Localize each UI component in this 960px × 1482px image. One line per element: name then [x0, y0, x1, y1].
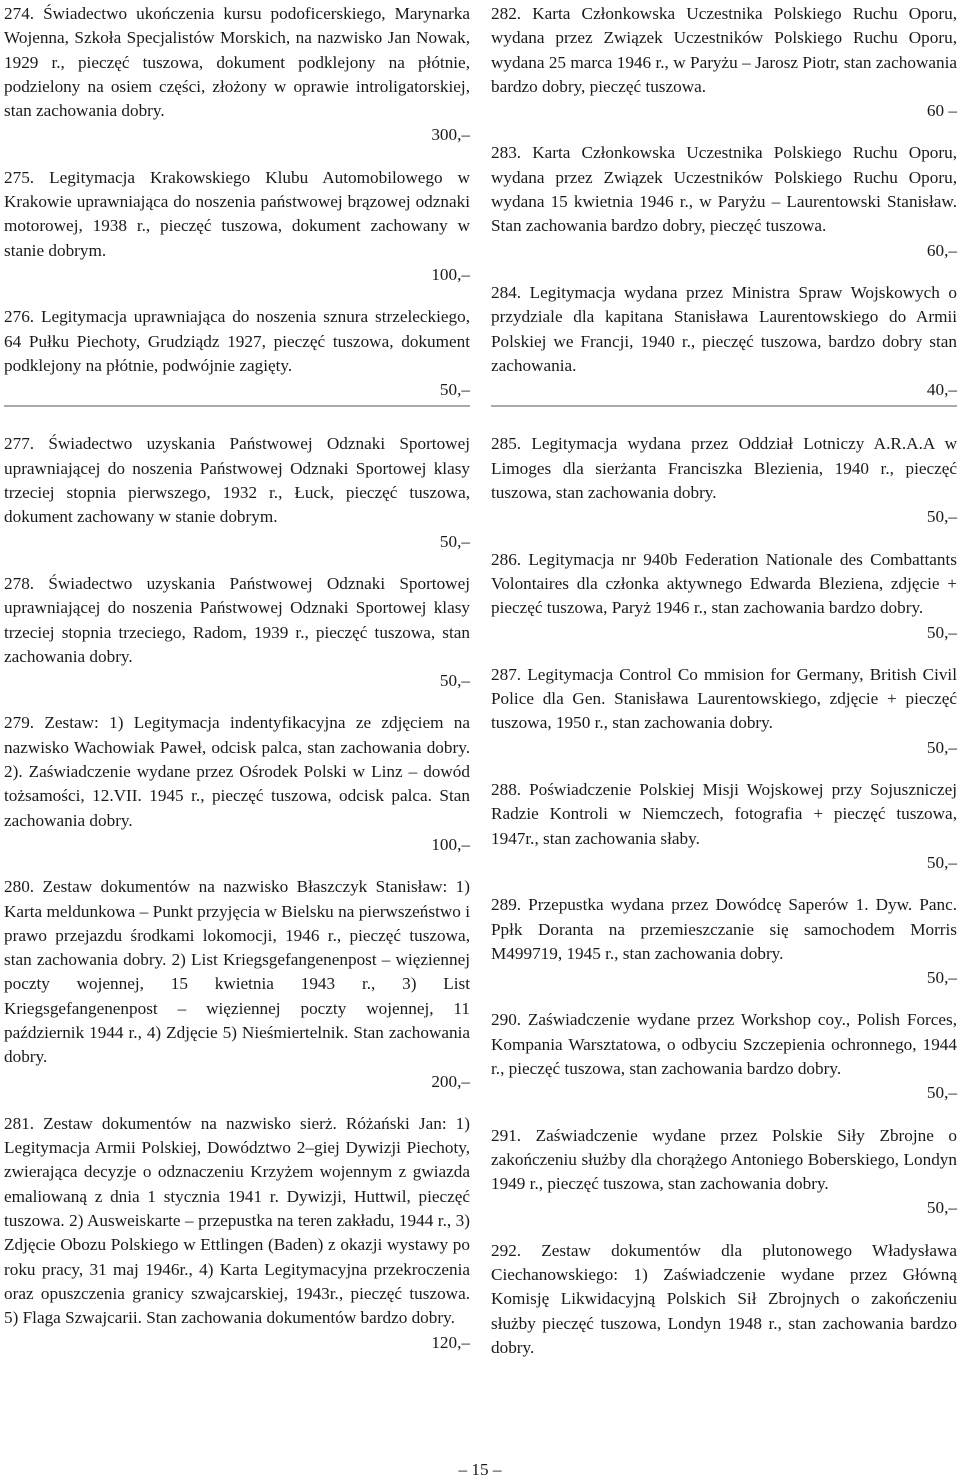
lot-price: 50,– [926, 852, 957, 872]
lot-entry-281 [4, 1112, 470, 1355]
lot-price: 60,– [926, 240, 957, 260]
lot-description: 281. Zestaw dokumentów na nazwisko sierż. Różański Jan: 1) Legitymacja Armii Polskiej, Dowództwo 2–giej Dywizji Piechoty, zwierająca decyzje o odznaczeniu Krzyżem wojennym z gwiazda emaliowaną z dnia 1 stycznia 1941 r. Dywizji, Huttwil, pieczęć tuszowa. 2) Ausweiskarte – przepustka na teren zakładu, 1944 r., 3) Zdjęcie Obozu Polskiego w Ettlingen (Baden) z okazji wystawy po roku pracy, 31 maj 1946r., 4) Karta Legitymacyjna przekroczenia oraz opuszczenia granicy szwajcarskiej, 1943r., pieczęć tuszowa. 5) Flaga Szwajcarii. Stan zachowania dokumentów bardzo dobry. [4, 1113, 470, 1328]
lot-entry-284 [491, 281, 957, 402]
lot-price: 40,– [926, 380, 957, 400]
lot-description: 282. Karta Członkowska Uczestnika Polskiego Ruchu Oporu, wydana przez Związek Uczestników Polskiego Ruchu Oporu, wydana 25 marca 1946 r., w Paryżu – Jarosz Piotr, stan zachowania bardzo dobry, pieczęć tuszowa. [491, 4, 957, 96]
lot-price: 50,– [926, 1198, 957, 1218]
lot-entry-288 [491, 778, 957, 875]
lot-entry-283 [491, 141, 957, 262]
lot-price: 100,– [431, 834, 470, 854]
lot-entry-279 [4, 711, 470, 857]
lot-price: 50,– [926, 1083, 957, 1103]
lot-price: 50,– [926, 622, 957, 642]
lot-price: 50,– [926, 968, 957, 988]
lot-entry-282 [491, 2, 957, 123]
lot-price: 50,– [439, 671, 470, 691]
lot-description: 291. Zaświadczenie wydane przez Polskie Siły Zbrojne o zakończeniu służby dla chorążego Antoniego Boberskiego, Londyn 1949 r., pieczęć tuszowa, stan zachowania dobry. [491, 1125, 957, 1194]
lot-entry-292 [491, 1239, 957, 1360]
lot-description: 283. Karta Członkowska Uczestnika Polskiego Ruchu Oporu, wydana przez Związek Uczestników Polskiego Ruchu Oporu, wydana 15 kwietnia 1946 r., w Paryżu – Laurentowski Stanisław. Stan zachowania bardzo dobry, pieczęć tuszowa. [491, 143, 957, 236]
lot-entry-290 [491, 1008, 957, 1105]
lot-entry-275 [4, 166, 470, 287]
lot-price: 50,– [926, 507, 957, 527]
lot-description: 277. Świadectwo uzyskania Państwowej Odznaki Sportowej uprawniającej do noszenia Państwowej Odznaki Sportowej klasy trzeciej stopnia pierwszego, 1932 r., Łuck, pieczęć tuszowa, dokument zachowany w stanie dobrym. [4, 434, 470, 527]
lot-description: 288. Poświadczenie Polskiej Misji Wojskowej przy Sojuszniczej Radzie Kontroli w Niemczech, fotografia + pieczęć tuszowa, 1947r., stan zachowania słaby. [491, 780, 957, 848]
lot-price: 50,– [439, 531, 470, 551]
lot-price: 120,– [431, 1332, 470, 1352]
lot-description: 287. Legitymacja Control Co mmision for Germany, British Civil Police dla Gen. Stanisława Laurentowskiego, zdjęcie + pieczęć tuszowa, 1950 r., stan zachowania dobry. [491, 664, 957, 733]
lot-entry-276 [4, 305, 470, 402]
lot-price: 60 – [926, 101, 957, 121]
lot-entry-278 [4, 572, 470, 693]
lot-description: 280. Zestaw dokumentów na nazwisko Błaszczyk Stanisław: 1) Karta meldunkowa – Punkt przyjęcia w Bielsku na pierwszeństwo i prawo przejazdu środkami lokomocji, 1946 r., pieczęć tuszowa, stan zachowania dobry. 2) List Kriegsgefangenenpost – więziennej poczty wojennej, 15 kwietnia 1943 r., 3) List Kriegsgefangenenpost – więziennej poczty wojennej, 11 październik 1944 r., 4) Zdjęcie 5) Nieśmiertelnik. Stan zachowania dobry. [4, 877, 470, 1067]
lot-price: 100,– [431, 264, 470, 284]
lot-description: 276. Legitymacja uprawniająca do noszenia sznura strzeleckiego, 64 Pułku Piechoty, Grudziądz 1927, pieczęć tuszowa, dokument podklejony na płótnie, podwójnie zagięty. [4, 307, 470, 375]
lot-description: 275. Legitymacja Krakowskiego Klubu Automobilowego w Krakowie uprawniająca do noszenia państwowej brązowej odznaki motorowej, 1938 r., pieczęć tuszowa, dokument zachowany w stanie dobrym. [4, 167, 470, 260]
lot-entry-274 [4, 2, 470, 148]
lot-entry-280 [4, 875, 470, 1094]
lot-price: 300,– [431, 125, 470, 145]
lot-description: 274. Świadectwo ukończenia kursu podoficerskiego, Marynarka Wojenna, Szkoła Specjalistów Morskich, na nazwisko Jan Nowak, 1929 r., pieczęć tuszowa, dokument podklejony na płótnie, podzielony na osiem części, złożony w oprawie introligatorskiej, stan zachowania dobry. [4, 4, 470, 121]
lot-description: 290. Zaświadczenie wydane przez Workshop coy., Polish Forces, Kompania Warsztatowa, o odbyciu Szczepienia ochronnego, 1944 r., pieczęć tuszowa, stan zachowania bardzo dobry. [491, 1010, 957, 1078]
lot-description: 284. Legitymacja wydana przez Ministra Spraw Wojskowych o przydziale dla kapitana Stanisława Laurentowskiego do Armii Polskiej we Francji, 1940 r., pieczęć tuszowa, bardzo dobry stan zachowania. [491, 282, 957, 375]
lot-entry-287 [491, 663, 957, 760]
lot-description: 279. Zestaw: 1) Legitymacja indentyfikacyjna ze zdjęciem na nazwisko Wachowiak Paweł, odcisk palca, stan zachowania dobry. 2). Zaświadczenie wydane przez Ośrodek Polski w Linz – dowód tożsamości, 12.VII. 1945 r., pieczęć tuszowa, odcisk palca. Stan zachowania dobry. [4, 713, 470, 830]
lot-entry-285 [491, 432, 957, 529]
lot-description: 289. Przepustka wydana przez Dowódcę Saperów 1. Dyw. Panc. Ppłk Doranta na przemieszczanie się samochodem Morris M499719, 1945 r., stan zachowania dobry. [491, 895, 957, 963]
lot-price: 200,– [431, 1071, 470, 1091]
lot-description: 285. Legitymacja wydana przez Oddział Lotniczy A.R.A.A w Limoges dla sierżanta Franciszka Blezienia, 1940 r., pieczęć tuszowa, stan zachowania dobry. [491, 434, 957, 503]
section-divider [0, 398, 960, 415]
page-number: – 15 – [458, 1460, 502, 1479]
lot-entry-277 [4, 432, 470, 553]
right-column [491, 2, 957, 1360]
lot-description: 278. Świadectwo uzyskania Państwowej Odznaki Sportowej uprawniającej do noszenia Państwowej Odznaki Sportowej klasy trzeciej stopnia trzeciego, Radom, 1939 r., pieczęć tuszowa, stan zachowania dobry. [4, 573, 470, 666]
lot-entry-289 [491, 893, 957, 990]
left-column [4, 2, 470, 1355]
lot-description: 286. Legitymacja nr 940b Federation Nationale des Combattants Volontaires dla członka aktywnego Edwarda Bleziena, zdjęcie + pieczęć tuszowa, Paryż 1946 r., stan zachowania bardzo dobry. [491, 549, 957, 618]
lot-description: 292. Zestaw dokumentów dla plutonowego Władysława Ciechanowskiego: 1) Zaświadczenie wydane przez Główną Komisję Likwidacyjną Polskich Sił Zbrojnych o zakończeniu służby pieczęć tuszowa, Londyn 1948 r., stan zachowania bardzo dobry. [491, 1240, 957, 1357]
lot-price: 50,– [926, 737, 957, 757]
lot-entry-286 [491, 548, 957, 645]
lot-price: 50,– [439, 380, 470, 400]
lot-entry-291 [491, 1124, 957, 1221]
